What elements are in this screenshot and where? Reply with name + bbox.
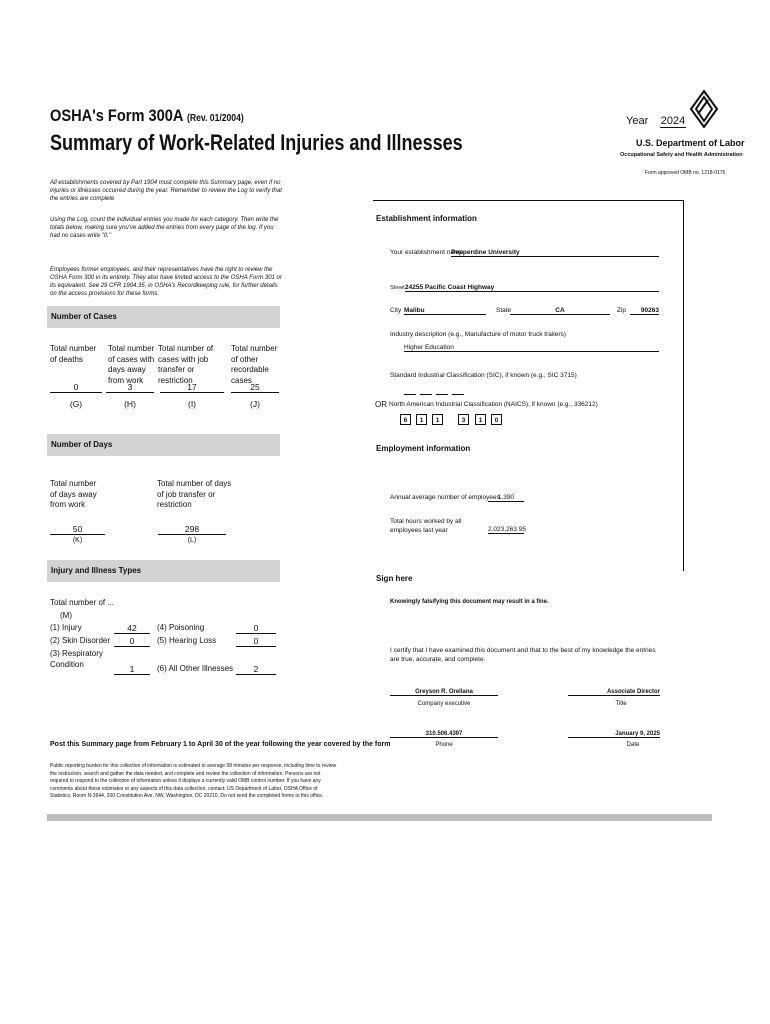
- types-heading: Injury and Illness Types: [51, 566, 142, 575]
- city-field[interactable]: Malibu: [404, 307, 486, 315]
- certify-statement: I certify that I have examined this document and that to the best of my knowledge the entries are true, accurate, and complete.: [390, 647, 656, 663]
- types-intro: Total number of ...: [50, 598, 115, 607]
- falsify-warning: Knowingly falsifying this document may result in a fine.: [390, 599, 549, 605]
- code-h: (H): [124, 399, 136, 409]
- respiratory-value[interactable]: 1: [114, 664, 150, 675]
- street-field[interactable]: 24255 Pacific Coast Highway: [405, 284, 659, 292]
- form-revision: (Rev. 01/2004): [187, 113, 244, 124]
- form-title: [50, 106, 244, 126]
- cases-section-header: [47, 306, 280, 328]
- city-label: City: [390, 307, 402, 314]
- code-m: (M): [60, 611, 72, 620]
- date-label: Date: [626, 742, 640, 748]
- naics-digit-4[interactable]: 3: [458, 414, 469, 425]
- company-executive-label: Company executive: [417, 701, 471, 707]
- form-name: OSHA's Form 300A: [50, 106, 183, 125]
- naics-digit-3[interactable]: 1: [432, 414, 443, 425]
- intro-paragraph-3: Employees former employees, and their representatives have the right to review the OSHA Form 300 in its entirety. They also have limited access to the OSHA Form 301 or its equivalent. See 29 CFR 1904.35, in OSHA's Recordkeeping rule, for further details on the access provisions for these forms.: [50, 267, 282, 297]
- title-field[interactable]: Associate Director: [568, 689, 660, 696]
- sic-digit-3[interactable]: [436, 394, 448, 395]
- days-section-header: [47, 434, 280, 456]
- phone-field[interactable]: 310.506.4397: [390, 731, 498, 738]
- sic-digit-4[interactable]: [452, 394, 464, 395]
- intro-paragraph-2: Using the Log, count the individual entries you made for each category. Then write the totals below, making sure you've added the entries from every page of the log. If you had no cases write "0.": [50, 217, 279, 239]
- days-away-cases-label: Total number of cases with days away from work: [108, 344, 155, 385]
- skin-disorder-label: (2) Skin Disorder: [50, 636, 111, 645]
- code-i: (I): [187, 399, 197, 409]
- poisoning-value[interactable]: 0: [236, 623, 276, 634]
- sign-here-heading: Sign here: [376, 574, 413, 583]
- job-transfer-cases-value[interactable]: 17: [160, 382, 224, 393]
- naics-digit-1[interactable]: 6: [400, 414, 411, 425]
- code-k: (K): [72, 537, 83, 544]
- skin-disorder-value[interactable]: 0: [114, 636, 150, 647]
- sic-label: Standard Industrial Classification (SIC), if known (e.g., SIC 3715): [390, 372, 577, 379]
- intro-paragraph-1: All establishments covered by Part 1904 must complete this Summary page, even if no injuries or illnesses occurred during the year. Remember to review the Log to verify that the entries are complete: [50, 180, 282, 202]
- department-name: U.S. Department of Labor: [636, 138, 745, 148]
- injury-label: (1) Injury: [50, 623, 82, 632]
- or-label: OR: [375, 400, 387, 409]
- total-hours-field[interactable]: 2,023,263.95: [488, 526, 526, 533]
- footer-bar: [47, 814, 712, 821]
- naics-digit-6[interactable]: 0: [491, 414, 502, 425]
- establishment-name-label: Your establishment name: [390, 249, 464, 256]
- date-field[interactable]: January 9, 2025: [568, 731, 660, 738]
- other-recordable-value[interactable]: 25: [231, 382, 279, 393]
- days-away-label: Total number of days away from work: [50, 479, 97, 509]
- avg-employees-label: Annual average number of employees: [390, 494, 500, 501]
- year-label: Year: [626, 115, 649, 127]
- agency-name: Occupational Safety and Health Administration: [620, 152, 743, 158]
- cases-heading: Number of Cases: [51, 312, 117, 321]
- state-field[interactable]: CA: [510, 307, 610, 315]
- industry-field[interactable]: Higher Education: [404, 344, 659, 352]
- phone-label: Phone: [435, 742, 453, 748]
- poisoning-label: (4) Poisoning: [157, 623, 205, 632]
- deaths-label: Total number of deaths: [50, 344, 97, 364]
- sic-digit-2[interactable]: [420, 394, 432, 395]
- establishment-name-field[interactable]: Pepperdine University: [451, 249, 659, 257]
- post-notice: Post this Summary page from February 1 to April 30 of the year following the year covered by the form: [50, 741, 391, 748]
- respiratory-label: (3) Respiratory Condition: [50, 649, 103, 669]
- establishment-heading: Establishment information: [376, 214, 477, 223]
- dol-logo-icon: [690, 90, 718, 128]
- sic-digit-1[interactable]: [404, 394, 416, 395]
- hearing-loss-label: (5) Hearing Loss: [157, 636, 217, 645]
- industry-label: Industry description (e.g., Manufacture of motor truck trailers): [390, 331, 566, 338]
- days-transfer-label: Total number of days of job transfer or restriction: [157, 479, 232, 509]
- days-away-cases-value[interactable]: 3: [106, 382, 154, 393]
- omb-number: Form approved OMB no. 1218-0176: [645, 170, 726, 176]
- naics-digit-2[interactable]: 1: [416, 414, 427, 425]
- injury-value[interactable]: 42: [114, 623, 150, 634]
- hearing-loss-value[interactable]: 0: [236, 636, 276, 647]
- naics-label: North American Industrial Classification (NAICS), if known (e.g., 336212): [389, 401, 598, 408]
- avg-employees-field[interactable]: 1,390: [488, 494, 524, 502]
- title-label: Title: [615, 701, 627, 707]
- zip-field[interactable]: 90263: [630, 307, 659, 315]
- other-illnesses-label: (6) All Other Illnesses: [157, 664, 234, 673]
- other-illnesses-value[interactable]: 2: [236, 664, 276, 675]
- company-executive-field[interactable]: Greyson R. Orellana: [390, 689, 498, 696]
- other-recordable-label: Total number of other recordable cases: [231, 344, 278, 385]
- code-g: (G): [69, 399, 83, 409]
- code-l: (L): [187, 537, 197, 544]
- days-transfer-value[interactable]: 298: [158, 524, 226, 535]
- burden-statement: Public reporting burden for this collection of information is estimated to average 58 minutes per response, including time to review the instruction, search and gather the data needed, and complete and review the collection of information. Persons are not required to respond to the collection of information unless it displays a currently valid OMB control number. If you have any comments about these estimates or any aspects of this data collection, contact: US Department of Labor, OSHA Office of Statistics, Room N-3644, 200 Constitution Ave, NW, Washington, DC 20210. Do not send the completed forms to this office.: [50, 763, 337, 800]
- street-label: Street: [390, 285, 405, 291]
- employment-heading: Employment information: [376, 444, 471, 453]
- deaths-value[interactable]: 0: [50, 382, 102, 393]
- code-j: (J): [250, 399, 260, 409]
- job-transfer-cases-label: Total number of cases with job transfer or restriction: [158, 344, 214, 385]
- naics-digit-5[interactable]: 1: [475, 414, 486, 425]
- total-hours-label: Total hours worked by all employees last year: [390, 518, 462, 534]
- state-label: State: [496, 307, 512, 314]
- page-title: Summary of Work-Related Injuries and Illnesses: [50, 130, 463, 155]
- zip-label: Zip: [617, 307, 627, 314]
- days-heading: Number of Days: [51, 440, 113, 449]
- year-field[interactable]: 2024: [660, 115, 686, 127]
- days-away-value[interactable]: 50: [50, 524, 105, 535]
- types-section-header: [47, 560, 280, 582]
